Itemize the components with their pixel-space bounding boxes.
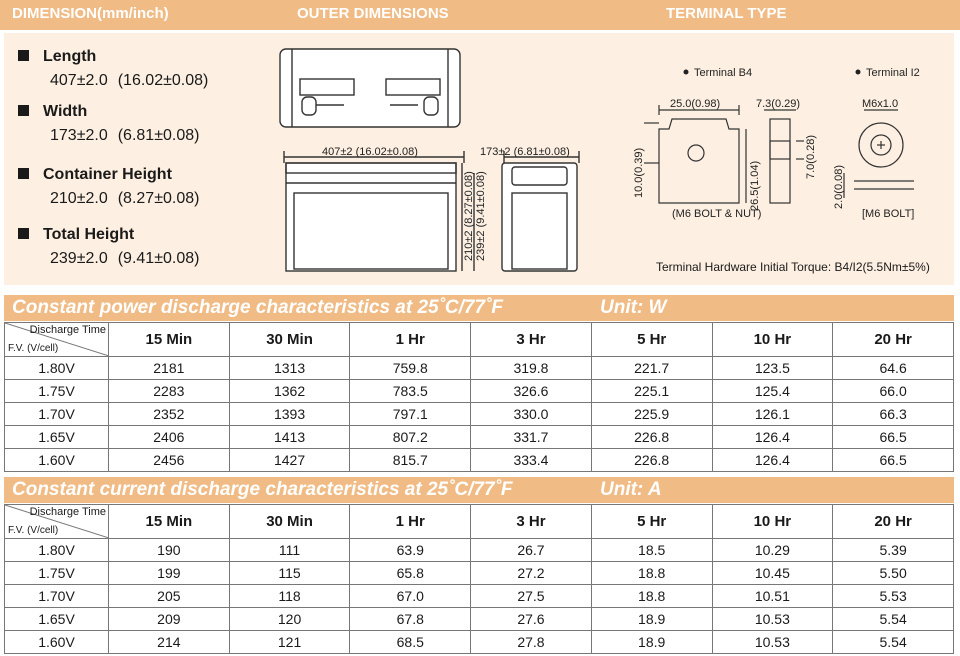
dimension-name: Container Height: [43, 166, 172, 183]
value-cell: 26.7: [471, 539, 592, 562]
dimension-mm: 173±2.0: [50, 127, 108, 144]
final-voltage-cell: 1.65V: [5, 608, 109, 631]
value-cell: 63.9: [350, 539, 471, 562]
value-cell: 27.2: [471, 562, 592, 585]
value-cell: 126.4: [712, 449, 833, 472]
battery-outline-drawing: [4, 33, 604, 285]
terminal-b4-caption: (M6 BOLT & NUT): [672, 208, 762, 220]
column-header: 30 Min: [229, 505, 350, 539]
value-cell: 2283: [109, 380, 230, 403]
power-section-title: Constant power discharge characteristics at 25˚C/77˚F: [12, 297, 503, 318]
table-row: [5, 426, 954, 449]
value-cell: 225.1: [591, 380, 712, 403]
dimension-panel: [4, 33, 954, 285]
final-voltage-cell: 1.70V: [5, 585, 109, 608]
terminal-b4-height-label: 26.5(1.04): [749, 160, 761, 211]
column-header: 10 Hr: [712, 505, 833, 539]
value-cell: 221.7: [591, 357, 712, 380]
final-voltage-cell: 1.70V: [5, 403, 109, 426]
value-cell: 18.9: [591, 608, 712, 631]
value-cell: 783.5: [350, 380, 471, 403]
value-cell: 815.7: [350, 449, 471, 472]
value-cell: 111: [229, 539, 350, 562]
value-cell: 5.54: [833, 631, 954, 654]
terminal-drawing: [604, 33, 954, 263]
value-cell: 120: [229, 608, 350, 631]
value-cell: 118: [229, 585, 350, 608]
dimension-name: Width: [43, 103, 88, 120]
battery-front-view: [284, 151, 474, 271]
value-cell: 27.8: [471, 631, 592, 654]
value-cell: 190: [109, 539, 230, 562]
value-cell: 66.0: [833, 380, 954, 403]
current-section-title: Constant current discharge characteristics at 25˚C/77˚F: [12, 479, 513, 500]
table-row: [5, 585, 954, 608]
dimension-inch: (8.27±0.08): [117, 190, 200, 207]
terminal-b4-title: Terminal B4: [694, 67, 753, 79]
value-cell: 65.8: [350, 562, 471, 585]
value-cell: 797.1: [350, 403, 471, 426]
value-cell: 205: [109, 585, 230, 608]
terminal-b4-width-label: 25.0(0.98): [670, 98, 721, 110]
column-header: 20 Hr: [833, 505, 954, 539]
torque-note: Terminal Hardware Initial Torque: B4/I2(5.5Nm±5%): [656, 260, 930, 274]
value-cell: 199: [109, 562, 230, 585]
terminal-i2-height-label: 2.0(0.08): [833, 164, 845, 209]
dimension-mm: 210±2.0: [50, 190, 108, 207]
corner-top-label: Discharge Time: [29, 324, 106, 336]
value-cell: 27.5: [471, 585, 592, 608]
value-cell: 10.53: [712, 631, 833, 654]
dimension-mm: 239±2.0: [50, 250, 108, 267]
corner-bottom-label: F.V. (V/cell): [8, 343, 59, 354]
value-cell: 10.51: [712, 585, 833, 608]
value-cell: 27.6: [471, 608, 592, 631]
value-cell: 2352: [109, 403, 230, 426]
value-cell: 226.8: [591, 449, 712, 472]
value-cell: 68.5: [350, 631, 471, 654]
value-cell: 330.0: [471, 403, 592, 426]
value-cell: 5.39: [833, 539, 954, 562]
dimension-inch: (16.02±0.08): [117, 72, 209, 89]
value-cell: 18.8: [591, 585, 712, 608]
table-row: [5, 403, 954, 426]
value-cell: 115: [229, 562, 350, 585]
column-header: 3 Hr: [471, 505, 592, 539]
value-cell: 126.4: [712, 426, 833, 449]
table-row: [5, 449, 954, 472]
power-discharge-table: [4, 322, 954, 472]
value-cell: 10.45: [712, 562, 833, 585]
value-cell: 64.6: [833, 357, 954, 380]
value-cell: 18.5: [591, 539, 712, 562]
outer-dimensions-header-label: OUTER DIMENSIONS: [297, 5, 449, 22]
terminal-i2-shape: [844, 110, 914, 198]
dimension-name: Total Height: [43, 226, 135, 243]
bullet-dot-icon: [856, 70, 861, 75]
column-header: 1 Hr: [350, 323, 471, 357]
value-cell: 66.5: [833, 426, 954, 449]
value-cell: 226.8: [591, 426, 712, 449]
terminal-i2-title: Terminal I2: [866, 67, 920, 79]
value-cell: 1393: [229, 403, 350, 426]
terminal-b4-side-shape: [764, 110, 804, 203]
current-section-header: [4, 477, 954, 503]
dimension-header-bar: [0, 0, 960, 30]
terminal-i2-thread-label: M6x1.0: [862, 98, 899, 110]
table-corner-cell: [5, 505, 109, 539]
table-header-row: [5, 505, 954, 539]
value-cell: 209: [109, 608, 230, 631]
final-voltage-cell: 1.75V: [5, 380, 109, 403]
dimension-name: Length: [43, 48, 97, 65]
dimension-inch: (6.81±0.08): [117, 127, 200, 144]
final-voltage-cell: 1.65V: [5, 426, 109, 449]
battery-top-view: [280, 49, 460, 127]
value-cell: 1362: [229, 380, 350, 403]
dimension-mm: 407±2.0: [50, 72, 108, 89]
corner-top-label: Discharge Time: [29, 506, 106, 518]
value-cell: 10.29: [712, 539, 833, 562]
terminal-b4-front-shape: [644, 105, 746, 203]
table-corner-cell: [5, 323, 109, 357]
value-cell: 123.5: [712, 357, 833, 380]
value-cell: 319.8: [471, 357, 592, 380]
battery-side-view: [502, 151, 579, 271]
terminal-b4-hole-label: 10.0(0.39): [633, 147, 645, 198]
final-voltage-cell: 1.80V: [5, 357, 109, 380]
terminal-type-header-label: TERMINAL TYPE: [666, 5, 787, 22]
dimension-header-label: DIMENSION(mm/inch): [12, 5, 169, 22]
column-header: 10 Hr: [712, 323, 833, 357]
column-header: 5 Hr: [591, 505, 712, 539]
column-header: 30 Min: [229, 323, 350, 357]
value-cell: 66.5: [833, 449, 954, 472]
value-cell: 1427: [229, 449, 350, 472]
value-cell: 2456: [109, 449, 230, 472]
table-row: [5, 539, 954, 562]
table-header-row: [5, 323, 954, 357]
value-cell: 18.8: [591, 562, 712, 585]
power-section-unit: Unit: W: [600, 297, 667, 318]
value-cell: 18.9: [591, 631, 712, 654]
final-voltage-cell: 1.60V: [5, 449, 109, 472]
value-cell: 5.54: [833, 608, 954, 631]
value-cell: 331.7: [471, 426, 592, 449]
length-dimension-label: 407±2 (16.02±0.08): [322, 146, 418, 158]
table-row: [5, 562, 954, 585]
value-cell: 333.4: [471, 449, 592, 472]
value-cell: 1413: [229, 426, 350, 449]
dimension-inch: (9.41±0.08): [117, 250, 200, 267]
table-row: [5, 357, 954, 380]
table-row: [5, 631, 954, 654]
value-cell: 125.4: [712, 380, 833, 403]
container-height-dimension-label: 210±2 (8.27±0.08): [463, 171, 475, 261]
terminal-i2-caption: [M6 BOLT]: [862, 208, 915, 220]
column-header: 1 Hr: [350, 505, 471, 539]
value-cell: 126.1: [712, 403, 833, 426]
value-cell: 5.50: [833, 562, 954, 585]
current-section-unit: Unit: A: [600, 479, 662, 500]
current-discharge-table: [4, 504, 954, 654]
bullet-dot-icon: [684, 70, 689, 75]
value-cell: 1313: [229, 357, 350, 380]
final-voltage-cell: 1.80V: [5, 539, 109, 562]
value-cell: 10.53: [712, 608, 833, 631]
value-cell: 67.8: [350, 608, 471, 631]
column-header: 15 Min: [109, 505, 230, 539]
value-cell: 759.8: [350, 357, 471, 380]
column-header: 20 Hr: [833, 323, 954, 357]
corner-bottom-label: F.V. (V/cell): [8, 525, 59, 536]
value-cell: 807.2: [350, 426, 471, 449]
terminal-b4-thickness-label: 7.3(0.29): [756, 98, 801, 110]
power-section-header: [4, 295, 954, 321]
final-voltage-cell: 1.75V: [5, 562, 109, 585]
terminal-b4-offset-label: 7.0(0.28): [805, 134, 817, 179]
value-cell: 326.6: [471, 380, 592, 403]
value-cell: 67.0: [350, 585, 471, 608]
column-header: 5 Hr: [591, 323, 712, 357]
value-cell: 2181: [109, 357, 230, 380]
column-header: 15 Min: [109, 323, 230, 357]
width-dimension-label: 173±2 (6.81±0.08): [480, 146, 570, 158]
column-header: 3 Hr: [471, 323, 592, 357]
final-voltage-cell: 1.60V: [5, 631, 109, 654]
value-cell: 121: [229, 631, 350, 654]
value-cell: 214: [109, 631, 230, 654]
table-row: [5, 380, 954, 403]
value-cell: 2406: [109, 426, 230, 449]
value-cell: 66.3: [833, 403, 954, 426]
value-cell: 5.53: [833, 585, 954, 608]
table-row: [5, 608, 954, 631]
total-height-dimension-label: 239±2 (9.41±0.08): [475, 171, 487, 261]
value-cell: 225.9: [591, 403, 712, 426]
